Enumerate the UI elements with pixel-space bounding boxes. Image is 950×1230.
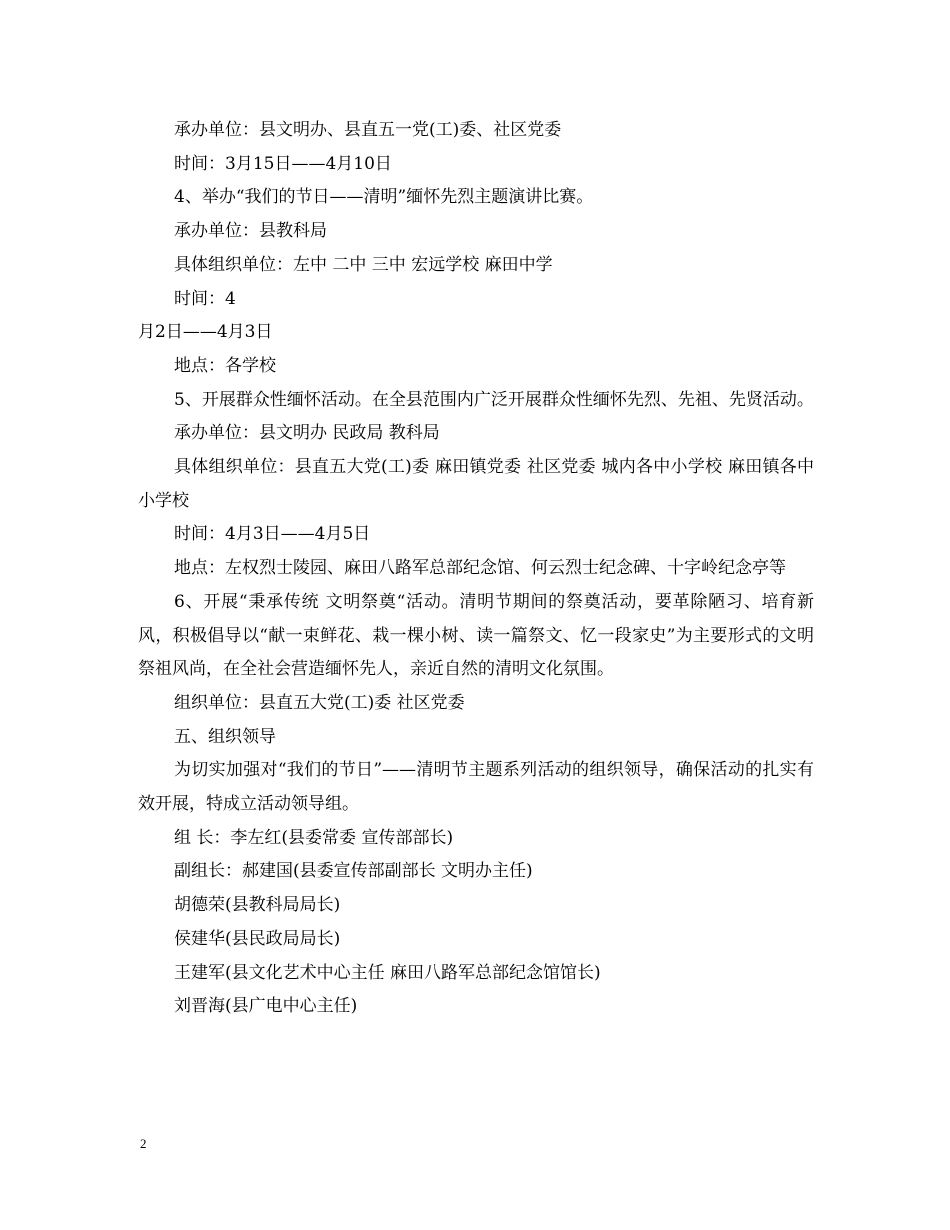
paragraph-organizer-3: 承办单位：县文明办 民政局 教科局: [174, 423, 440, 444]
paragraph-location-1: 地点：各学校: [174, 355, 276, 376]
paragraph-member-1: 胡德荣(县教科局局长): [174, 895, 341, 916]
paragraph-specific-units-1: 具体组织单位：左中 二中 三中 宏远学校 麻田中学: [174, 254, 553, 275]
paragraph-member-3: 王建军(县文化艺术中心主任 麻田八路军总部纪念馆馆长): [174, 962, 601, 983]
section-heading-leadership: 五、组织领导: [174, 726, 276, 747]
paragraph-organizer-1: 承办单位：县文明办、县直五一党(工)委、社区党委: [174, 120, 562, 140]
paragraph-time-3: 时间：4月3日——4月5日: [174, 524, 371, 545]
paragraph-leader: 组 长：李左红(县委常委 宣传部部长): [174, 827, 454, 848]
paragraph-location-2: 地点：左权烈士陵园、麻田八路军总部纪念馆、何云烈士纪念碑、十字岭纪念亭等: [174, 558, 786, 579]
paragraph-item-5: 5、开展群众性缅怀活动。在全县范围内广泛开展群众性缅怀先烈、先祖、先贤活动。: [174, 389, 814, 410]
paragraph-item-6: 6、开展“秉承传统 文明祭奠“活动。清明节期间的祭奠活动，要革除陋习、培育新风，积极倡导以“献一束鲜花、栽一棵小树、读一篇祭文、忆一段家史”为主要形式的文明祭祖风尚，在全社会营造缅怀先人，亲近自然的清明文化氛围。: [138, 591, 814, 680]
page-number: 2: [140, 1136, 147, 1151]
paragraph-organizer-4: 组织单位：县直五大党(工)委 社区党委: [174, 692, 465, 713]
paragraph-time-1: 时间：3月15日——4月10日: [174, 153, 392, 174]
paragraph-time-2b: 月2日——4月3日: [138, 322, 273, 343]
paragraph-leadership-intro: 为切实加强对“我们的节日”——清明节主题系列活动的组织领导，确保活动的扎实有效开展，特成立活动领导组。: [138, 760, 814, 815]
paragraph-specific-units-2: 具体组织单位：县直五大党(工)委 麻田镇党委 社区党委 城内各中小学校 麻田镇各中小学校: [138, 457, 814, 511]
paragraph-member-2: 侯建华(县民政局局长): [174, 928, 341, 949]
paragraph-time-2a: 时间：4: [174, 288, 236, 309]
paragraph-member-4: 刘晋海(县广电中心主任): [174, 996, 358, 1017]
paragraph-item-4: 4、举办“我们的节日——清明”缅怀先烈主题演讲比赛。: [174, 187, 594, 208]
document-body: [138, 114, 814, 1024]
paragraph-deputy-leader: 副组长：郝建国(县委宣传部副部长 文明办主任): [174, 861, 533, 882]
paragraph-organizer-2: 承办单位：县教科局: [174, 221, 327, 242]
